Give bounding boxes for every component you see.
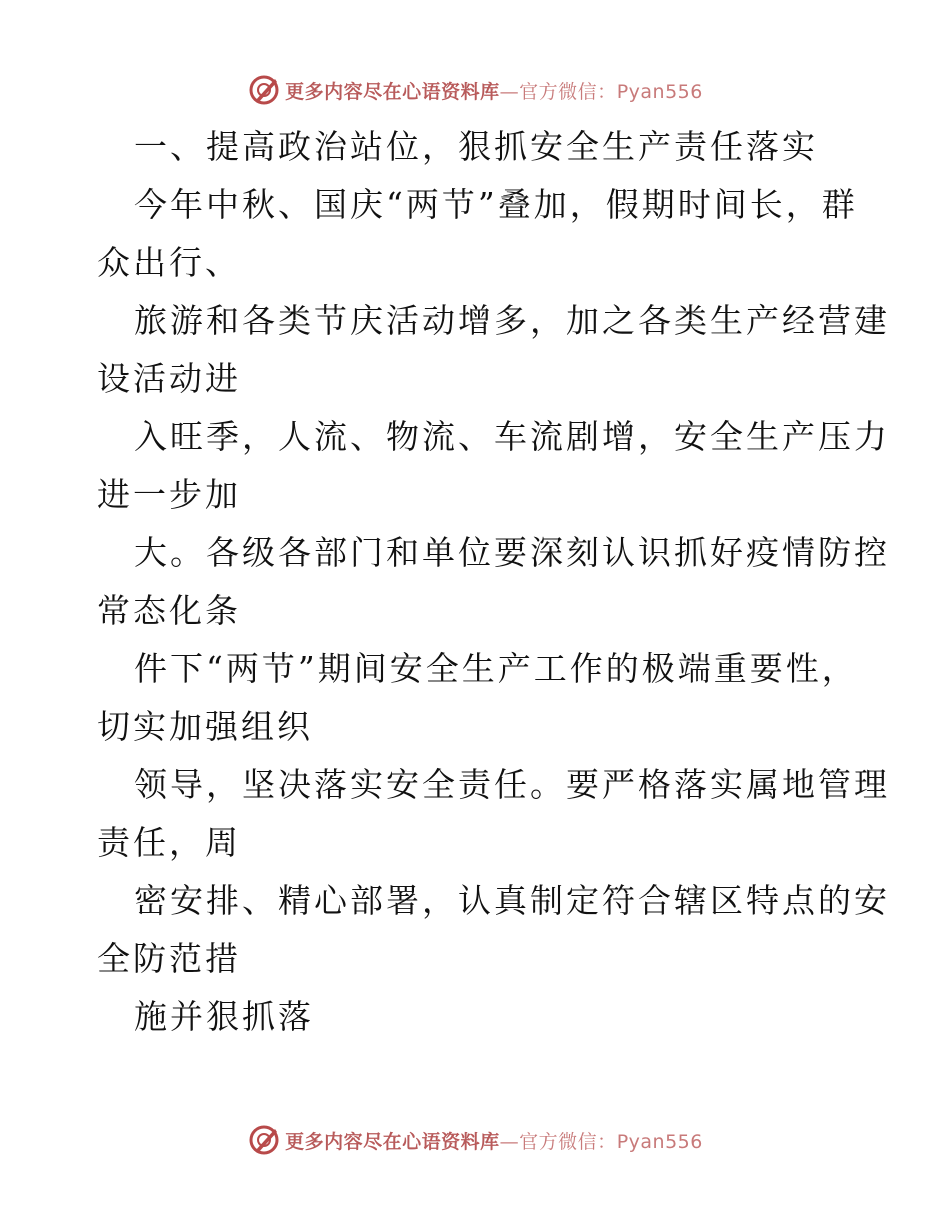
footer-banner-text <box>285 1127 703 1154</box>
paragraph-line: 责任，周 <box>97 823 241 862</box>
paragraph-line: 全防范措 <box>97 939 241 978</box>
header-banner <box>0 70 950 110</box>
paragraph-line: 众出行、 <box>97 243 241 282</box>
paragraph-line: 常态化条 <box>97 591 241 630</box>
header-banner-rest: —官方微信： <box>499 80 617 103</box>
paragraph-line: 入旺季，人流、物流、车流剧增，安全生产压力 <box>134 417 890 456</box>
header-banner-emphasis: 更多内容尽在心语资料库 <box>285 80 500 103</box>
footer-banner-emphasis: 更多内容尽在心语资料库 <box>285 1130 500 1153</box>
header-banner-handle: Pyan556 <box>616 80 703 103</box>
paragraph-line: 进一步加 <box>97 475 241 514</box>
paragraph-line: 领导，坚决落实安全责任。要严格落实属地管理 <box>134 765 890 804</box>
footer-banner-handle: Pyan556 <box>616 1130 703 1153</box>
quill-logo-icon <box>247 73 281 107</box>
paragraph-line: 施并狠抓落 <box>134 997 314 1036</box>
paragraph-line: 旅游和各类节庆活动增多，加之各类生产经营建 <box>134 301 890 340</box>
paragraph-line: 今年中秋、国庆“两节”叠加，假期时间长，群 <box>134 185 858 224</box>
paragraph-line: 切实加强组织 <box>97 707 313 746</box>
paragraph-line: 件下“两节”期间安全生产工作的极端重要性， <box>134 649 858 688</box>
document-body <box>97 118 890 1046</box>
paragraph-line: 密安排、精心部署，认真制定符合辖区特点的安 <box>134 881 890 920</box>
footer-banner-rest: —官方微信： <box>499 1130 617 1153</box>
footer-banner <box>0 1120 950 1160</box>
section-heading: 一、提高政治站位，狠抓安全生产责任落实 <box>134 127 818 166</box>
quill-logo-icon <box>247 1123 281 1157</box>
paragraph-line: 大。各级各部门和单位要深刻认识抓好疫情防控 <box>134 533 890 572</box>
header-banner-text <box>285 77 703 104</box>
paragraph-line: 设活动进 <box>97 359 241 398</box>
